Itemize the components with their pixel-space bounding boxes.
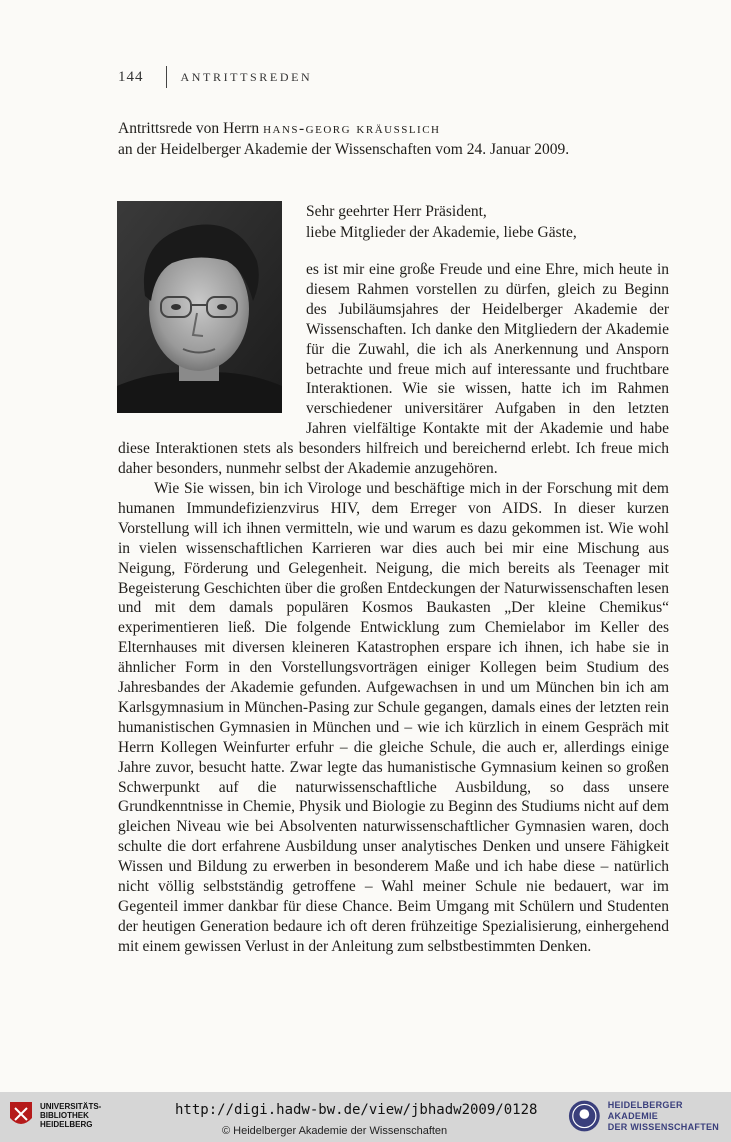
library-logo[interactable] — [8, 1100, 110, 1130]
salutation — [306, 201, 676, 243]
academy-seal-icon — [567, 1098, 602, 1134]
salutation-line-1: Sehr geehrter Herr Präsident, — [306, 203, 487, 220]
academy-line-2: DER WISSENSCHAFTEN — [607, 1121, 720, 1132]
copyright-notice: © Heidelberger Akademie der Wissenschaften — [222, 1125, 448, 1137]
speech-title — [118, 118, 638, 160]
paragraph-2: Wie Sie wissen, bin ich Virologe und beschäftige mich in der Forschung mit dem humanen Immundefizienzvirus HIV, dem Erreger von AIDS. In dieser kurzen Vorstellung will ich ihnen vermitteln, wie und warum es dazu gekommen ist. Wie wohl in vielen wissenschaftlichen Karrieren war dies auch bei mir eine Mischung aus Neigung, Förderung und Gelegenheit. Neigung, die mich bereits als Teenager mit Begeisterung Geschichten über die großen Entdeckungen der Naturwissenschaften lesen und mit dem damals populären Kosmos Baukasten „Der kleine Chemikus“ experimentieren ließ. Die folgende Entwicklung zum Chemielabor im Keller des Elternhauses mit diversen kleineren Katastrophen erspare ich ihnen, ich habe sie in ähnlicher Form in den Vorstellungsvorträgen einiger Kollegen beim Studium des Jahresbandes der Akademie gefunden. Aufgewachsen in und um München bin ich am Karlsgymnasium in München-Pasing zur Schule gegangen, damals eines der letzten rein humanistischen Gymnasien in München und – wie ich kürzlich in einem Gespräch mit Herrn Kollegen Weinfurter erfuhr – die gleiche Schule, die auch er, allerdings einige Jahre zuvor, besucht hatte. Zwar legte das humanistische Gymnasium keinen so großen Schwerpunkt auf die naturwissenschaftliche Ausbildung, so dass unsere Grundkenntnisse in Chemie, Physik und Biologie zu Beginn des Studiums nicht auf dem gleichen Niveau wie bei Absolventen naturwissenschaftlicher Gymnasien waren, doch schulte die dort erfahrene Ausbildung unser analytisches Denken und unsere Fähigkeit Wissen und Bildung zu erwerben in besonderem Maße und ich habe diese – natürlich nicht völlig selbstständig getroffene – Wahl meiner Schule nie bedauert, war im Gegenteil immer dankbar für diese Chance. Beim Umgang mit Schülern und Studenten der heutigen Generation bedaure ich oft deren frühzeitige Spezialisierung, einhergehend mit einem gewissen Verlust in der Anleitung zum selbstbestimmten Denken. — [118, 479, 669, 955]
academy-logo[interactable] — [567, 1098, 731, 1134]
salutation-line-2: liebe Mitglieder der Akademie, liebe Gäste, — [306, 224, 577, 241]
library-line-1: UNIVERSITÄTS- — [40, 1101, 102, 1111]
header-divider — [166, 66, 167, 88]
library-line-2: BIBLIOTHEK — [40, 1110, 89, 1120]
library-emblem-icon — [8, 1100, 34, 1130]
title-prefix: Antrittsrede von Herrn — [118, 120, 264, 137]
viewer-footer — [0, 1092, 731, 1142]
photo-wrap-spacer — [118, 260, 306, 439]
running-head — [118, 66, 312, 88]
title-line-2: an der Heidelberger Akademie der Wissenschaften vom 24. Januar 2009. — [118, 141, 570, 158]
paragraph-1: es ist mir eine große Freude und eine Ehre, mich heute in diesem Rahmen vorstellen zu dürfen, gleich zu Beginn des Jubiläumsjahres der Heidelberger Akademie der Wissenschaften. Ich danke den Mitgliedern der Akademie für die Zuwahl, die ich als Anerkennung und Ansporn betrachte und freue mich auf interessante und fruchtbare Interaktionen. Wie sie wissen, hatte ich im Rahmen verschiedener universitärer Aufgaben in den letzten Jahren vielfältige Kontakte mit der Akademie und habe diese Interaktionen stets als besonders hilfreich und bereichernd erlebt. Ich freue mich daher besonders, nunmehr selbst der Akademie anzugehören. — [118, 261, 669, 478]
library-line-3: HEIDELBERG — [40, 1119, 93, 1129]
academy-line-1: HEIDELBERGER AKADEMIE — [607, 1099, 683, 1121]
page-number: 144 — [118, 68, 144, 85]
running-title: ANTRITTSREDEN — [180, 69, 313, 84]
permalink-url[interactable]: http://digi.hadw-bw.de/view/jbhadw2009/0128 — [175, 1102, 538, 1118]
academy-name — [608, 1100, 731, 1133]
title-line-1 — [118, 118, 638, 139]
speaker-name: hans-georg kräusslich — [263, 120, 441, 137]
library-name — [40, 1102, 110, 1129]
body-text — [118, 260, 669, 957]
